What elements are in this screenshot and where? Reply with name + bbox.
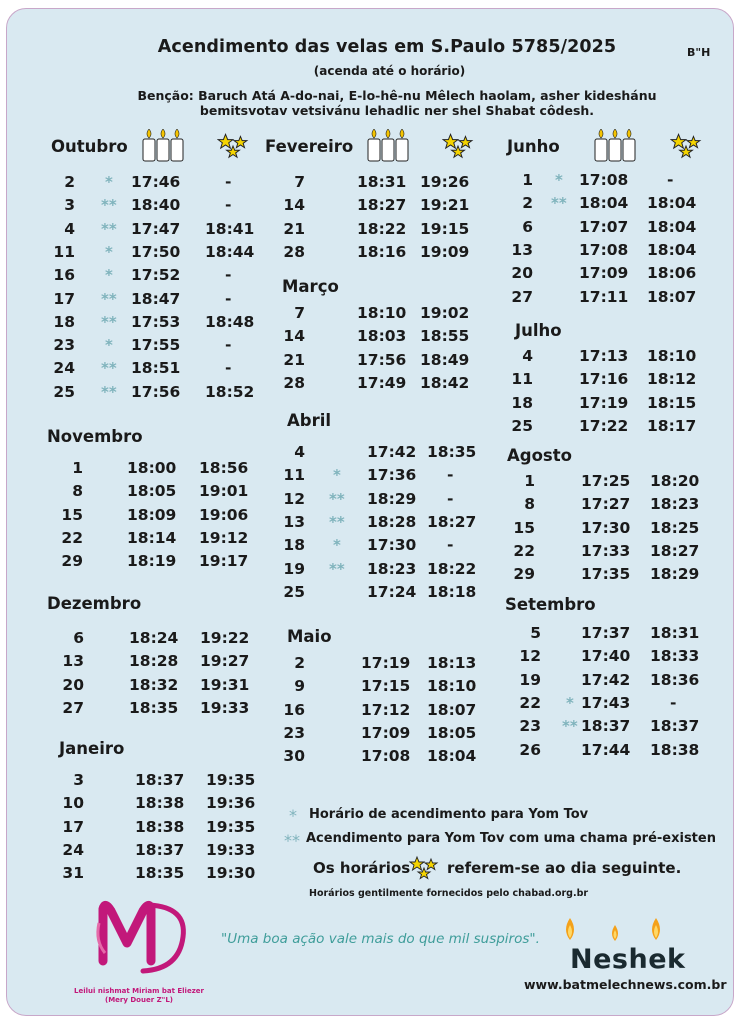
day-number: 29 <box>61 552 83 571</box>
month-heading: Dezembro <box>47 594 142 613</box>
day-number: 4 <box>64 219 75 238</box>
candle-lighting-time: 18:38 <box>135 817 185 836</box>
schedule-row <box>7 194 727 218</box>
day-number: 17 <box>62 817 84 836</box>
candle-lighting-time: 18:10 <box>357 304 407 322</box>
candle-lighting-time: 17:44 <box>581 740 631 759</box>
schedule-row <box>7 218 727 242</box>
schedule-row <box>7 818 727 842</box>
shabbat-end-time: 18:18 <box>427 582 477 601</box>
candle-lighting-time: 18:00 <box>127 459 177 477</box>
yom-tov-mark: ** <box>101 382 117 401</box>
day-number: 18 <box>511 393 533 412</box>
candle-lighting-time: 17:47 <box>131 219 181 238</box>
candle-lighting-time: 17:49 <box>357 373 407 392</box>
candle-lighting-time: 18:14 <box>127 528 177 547</box>
shabbat-end-time: 18:56 <box>199 459 249 477</box>
shabbat-end-time: 18:38 <box>650 740 700 759</box>
memorial-line-2: (Mery Douer Z"L) <box>105 996 173 1004</box>
candle-lighting-time: 18:29 <box>367 489 417 508</box>
shabbat-end-time: 18:44 <box>205 242 255 261</box>
day-number: 19 <box>283 559 305 578</box>
candle-lighting-time: 17:53 <box>131 312 181 331</box>
candle-lighting-time: 17:11 <box>579 287 629 306</box>
shabbat-candles-icon <box>367 129 411 163</box>
yom-tov-mark: * <box>333 466 341 485</box>
schedule-row <box>7 519 727 543</box>
schedule-row <box>7 741 727 765</box>
candle-lighting-time: 17:55 <box>131 336 181 355</box>
blessing-text <box>107 88 687 118</box>
month-heading: Junho <box>507 137 560 156</box>
yom-tov-mark: * <box>105 266 113 285</box>
day-number: 8 <box>72 482 83 501</box>
month-heading: Outubro <box>51 137 128 156</box>
candle-lighting-time: 18:19 <box>127 552 177 571</box>
candle-lighting-time: 18:03 <box>357 327 407 346</box>
shabbat-end-time: 19:35 <box>206 817 256 836</box>
havdalah-stars-icon <box>217 132 249 160</box>
candle-lighting-time: 18:28 <box>129 652 179 671</box>
shabbat-end-time: 18:10 <box>647 347 697 365</box>
schedule-row <box>7 495 727 519</box>
shabbat-end-time: 18:06 <box>647 264 697 283</box>
day-number: 3 <box>73 771 84 789</box>
yom-tov-mark: * <box>333 536 341 555</box>
flame-icon <box>652 918 660 940</box>
shabbat-end-time: 19:33 <box>206 840 256 859</box>
candle-lighting-time: 17:25 <box>581 472 631 490</box>
credit-text: Horários gentilmente fornecidos pelo chabad.org.br <box>309 888 589 899</box>
candle-lighting-time: 18:37 <box>135 840 185 859</box>
schedule-row <box>7 241 727 265</box>
candle-lighting-time: 17:16 <box>579 370 629 389</box>
shabbat-end-time: 19:36 <box>206 794 256 813</box>
legend-single-mark: * <box>289 806 297 825</box>
shabbat-end-time: 19:09 <box>420 242 470 261</box>
shabbat-end-time: - <box>225 289 232 308</box>
candle-lighting-time: 17:09 <box>579 264 629 283</box>
schedule-row <box>7 624 727 648</box>
shabbat-end-time: 18:04 <box>647 194 697 213</box>
shabbat-end-time: 18:25 <box>650 518 700 537</box>
yom-tov-mark: * <box>555 171 563 189</box>
day-number: 13 <box>283 512 305 531</box>
yom-tov-mark: ** <box>562 717 578 736</box>
candle-lighting-time: 17:15 <box>361 677 411 696</box>
month-heading: Fevereiro <box>265 137 354 156</box>
day-number: 15 <box>513 518 535 537</box>
shabbat-end-time: 19:21 <box>420 196 470 215</box>
month-heading: Setembro <box>505 595 596 614</box>
candle-lighting-time: 18:40 <box>131 196 181 215</box>
shabbat-end-time: 18:42 <box>420 373 470 392</box>
day-number: 27 <box>511 287 533 306</box>
shabbat-end-time: 18:27 <box>650 541 700 560</box>
day-number: 25 <box>53 382 75 401</box>
day-number: 7 <box>294 304 305 322</box>
day-number: 3 <box>64 196 75 215</box>
yom-tov-mark: ** <box>551 194 567 213</box>
website-link[interactable]: www.batmelechnews.com.br <box>524 977 727 992</box>
shabbat-end-time: 18:37 <box>650 717 700 736</box>
shabbat-end-time: 19:33 <box>200 698 250 717</box>
candle-lighting-time: 17:46 <box>131 173 181 191</box>
month-heading: Julho <box>515 321 562 340</box>
note-before: Os horários <box>313 859 411 877</box>
blessing-line-2: bemitsvotav vetsivánu lehadlic ner shel Shabat côdesh. <box>199 103 595 118</box>
yom-tov-mark: ** <box>101 312 117 331</box>
day-number: 13 <box>511 240 533 259</box>
day-number: 20 <box>62 675 84 694</box>
yom-tov-mark: ** <box>329 559 345 578</box>
shabbat-end-time: 19:17 <box>199 552 249 571</box>
day-number: 22 <box>513 541 535 560</box>
shabbat-end-time: 18:49 <box>420 350 470 369</box>
candle-lighting-time: 18:23 <box>367 559 417 578</box>
shabbat-end-time: 19:12 <box>199 528 249 547</box>
shabbat-end-time: 19:35 <box>206 771 256 789</box>
shabbat-end-time: - <box>225 196 232 215</box>
shabbat-end-time: 18:13 <box>427 654 477 672</box>
shabbat-end-time: 19:26 <box>420 173 470 191</box>
schedule-row <box>7 443 727 467</box>
schedule-row <box>7 864 727 888</box>
brand-name: Neshek <box>570 944 686 975</box>
day-number: 19 <box>519 670 541 689</box>
month-heading: Agosto <box>507 446 572 465</box>
candle-lighting-time: 17:27 <box>581 495 631 514</box>
day-number: 17 <box>53 289 75 308</box>
day-number: 2 <box>522 194 533 213</box>
shabbat-end-time: 18:04 <box>647 240 697 259</box>
day-number: 1 <box>72 459 83 477</box>
day-number: 15 <box>61 505 83 524</box>
schedule-row <box>7 694 727 718</box>
candle-lighting-time: 18:47 <box>131 289 181 308</box>
candle-lighting-time: 17:19 <box>361 654 411 672</box>
schedule-row <box>7 394 727 418</box>
day-number: 12 <box>283 489 305 508</box>
candle-lighting-time: 17:08 <box>579 240 629 259</box>
candle-lighting-time: 18:38 <box>135 794 185 813</box>
month-heading: Novembro <box>47 427 143 446</box>
shabbat-end-time: - <box>225 266 232 285</box>
schedule-row <box>7 671 727 695</box>
candle-lighting-time: 18:32 <box>129 675 179 694</box>
day-number: 14 <box>283 327 305 346</box>
month-heading: Março <box>282 277 339 296</box>
schedule-row <box>7 347 727 371</box>
shabbat-end-time: 19:27 <box>200 652 250 671</box>
shabbat-end-time: 19:31 <box>200 675 250 694</box>
candle-lighting-time: 17:56 <box>131 382 181 401</box>
yom-tov-mark: * <box>105 173 113 191</box>
yom-tov-mark: * <box>105 242 113 261</box>
candle-lighting-time: 17:56 <box>357 350 407 369</box>
day-number: 11 <box>53 242 75 261</box>
candle-lighting-time: 18:37 <box>135 771 185 789</box>
day-number: 26 <box>519 740 541 759</box>
day-number: 23 <box>53 336 75 355</box>
md-monogram-logo <box>91 891 191 981</box>
schedule-row <box>7 417 727 441</box>
yom-tov-mark: ** <box>101 196 117 215</box>
shabbat-end-time: 18:52 <box>205 382 255 401</box>
yom-tov-mark: ** <box>101 289 117 308</box>
candle-lighting-time: 17:08 <box>579 171 629 189</box>
shabbat-end-time: - <box>447 536 454 555</box>
candle-lighting-time: 17:37 <box>581 624 631 642</box>
schedule-row <box>7 288 727 312</box>
candle-lighting-time: 17:08 <box>361 747 411 766</box>
shabbat-end-time: - <box>225 336 232 355</box>
day-number: 7 <box>294 173 305 191</box>
day-number: 18 <box>53 312 75 331</box>
shabbat-end-time: 18:12 <box>647 370 697 389</box>
blessing-line-1: Benção: Baruch Atá A-do-nai, E-lo-hê-nu Mêlech haolam, asher kideshánu <box>137 88 657 103</box>
flame-icon <box>612 925 618 941</box>
candle-lighting-time: 17:33 <box>581 541 631 560</box>
schedule-row <box>7 717 727 741</box>
candle-lighting-time: 17:35 <box>581 565 631 584</box>
shabbat-end-time: 18:23 <box>650 495 700 514</box>
yom-tov-mark: ** <box>101 359 117 378</box>
schedule-row <box>7 542 727 566</box>
candle-lighting-time: 18:05 <box>127 482 177 501</box>
shabbat-end-time: 18:41 <box>205 219 255 238</box>
shabbat-end-time: - <box>225 173 232 191</box>
candle-lighting-time: 17:22 <box>579 416 629 435</box>
day-number: 11 <box>283 466 305 485</box>
havdalah-stars-icon <box>442 132 474 160</box>
shabbat-end-time: 18:15 <box>647 393 697 412</box>
candle-lighting-time: 18:35 <box>135 864 185 883</box>
shabbat-end-time: 18:29 <box>650 565 700 584</box>
day-number: 21 <box>283 219 305 238</box>
day-number: 16 <box>53 266 75 285</box>
shabbat-end-time: - <box>670 693 677 712</box>
schedule-row <box>7 647 727 671</box>
month-heading: Abril <box>287 411 332 430</box>
day-number: 22 <box>519 693 541 712</box>
shabbat-end-time: - <box>667 171 674 189</box>
shabbat-end-time: 18:07 <box>427 700 477 719</box>
shabbat-end-time: 18:17 <box>647 416 697 435</box>
shabbat-end-time: 19:15 <box>420 219 470 238</box>
day-number: 14 <box>283 196 305 215</box>
day-number: 6 <box>73 629 84 647</box>
day-number: 23 <box>519 717 541 736</box>
candle-lighting-time: 18:27 <box>357 196 407 215</box>
memorial-line-1: Leilui nishmat Miriam bat Eliezer <box>74 987 204 995</box>
shabbat-end-time: - <box>447 489 454 508</box>
day-number: 25 <box>511 416 533 435</box>
bh-label: B"H <box>687 46 711 59</box>
shabbat-end-time: 18:05 <box>427 723 477 742</box>
candle-lighting-time: 17:12 <box>361 700 411 719</box>
candle-lighting-time: 18:22 <box>357 219 407 238</box>
day-number: 22 <box>61 528 83 547</box>
day-number: 27 <box>62 698 84 717</box>
schedule-row <box>7 794 727 818</box>
day-number: 11 <box>511 370 533 389</box>
shabbat-end-time: 18:36 <box>650 670 700 689</box>
candle-lighting-time: 17:13 <box>579 347 629 365</box>
candle-lighting-time: 18:31 <box>357 173 407 191</box>
candle-lighting-time: 17:42 <box>581 670 631 689</box>
day-number: 13 <box>62 652 84 671</box>
yom-tov-mark: * <box>105 336 113 355</box>
shabbat-end-time: 19:01 <box>199 482 249 501</box>
legend-single-text: Horário de acendimento para Yom Tov <box>309 807 589 822</box>
shabbat-end-time: 18:04 <box>647 217 697 236</box>
neshek-flames <box>560 914 670 944</box>
shabbat-end-time: - <box>225 359 232 378</box>
schedule-row <box>7 841 727 865</box>
day-number: 1 <box>524 472 535 490</box>
day-number: 9 <box>294 677 305 696</box>
schedule-card <box>6 8 734 1016</box>
candle-lighting-time: 17:24 <box>367 582 417 601</box>
shabbat-end-time: 18:35 <box>427 443 477 461</box>
shabbat-end-time: 19:02 <box>420 304 470 322</box>
candle-lighting-time: 18:09 <box>127 505 177 524</box>
day-number: 29 <box>513 565 535 584</box>
candle-lighting-time: 18:16 <box>357 242 407 261</box>
shabbat-end-time: 18:22 <box>427 559 477 578</box>
day-number: 2 <box>64 173 75 191</box>
candle-lighting-time: 17:30 <box>367 536 417 555</box>
month-heading: Maio <box>287 627 332 646</box>
candle-lighting-time: 17:09 <box>361 723 411 742</box>
candle-lighting-time: 18:51 <box>131 359 181 378</box>
page-subtitle: (acenda até o horário) <box>313 64 466 78</box>
day-number: 8 <box>524 495 535 514</box>
shabbat-end-time: 19:06 <box>199 505 249 524</box>
day-number: 10 <box>62 794 84 813</box>
quote-text: "Uma boa ação vale mais do que mil suspiros". <box>221 931 540 947</box>
day-number: 30 <box>283 747 305 766</box>
yom-tov-mark: ** <box>329 489 345 508</box>
day-number: 16 <box>283 700 305 719</box>
day-number: 25 <box>283 582 305 601</box>
schedule-row <box>7 171 727 195</box>
day-number: 28 <box>283 242 305 261</box>
day-number: 4 <box>522 347 533 365</box>
shabbat-end-time: 18:10 <box>427 677 477 696</box>
candle-lighting-time: 17:07 <box>579 217 629 236</box>
note-after: referem-se ao dia seguinte. <box>447 859 682 877</box>
candle-lighting-time: 17:30 <box>581 518 631 537</box>
yom-tov-mark: * <box>566 693 574 712</box>
candle-lighting-time: 17:36 <box>367 466 417 485</box>
day-number: 24 <box>53 359 75 378</box>
candle-lighting-time: 17:19 <box>579 393 629 412</box>
candle-lighting-time: 18:35 <box>129 698 179 717</box>
page-title: Acendimento das velas em S.Paulo 5785/2025 <box>157 37 617 57</box>
month-heading: Janeiro <box>59 739 125 758</box>
candle-lighting-time: 17:42 <box>367 443 417 461</box>
day-number: 6 <box>522 217 533 236</box>
day-number: 18 <box>283 536 305 555</box>
day-number: 4 <box>294 443 305 461</box>
shabbat-end-time: 18:55 <box>420 327 470 346</box>
day-number: 5 <box>530 624 541 642</box>
schedule-row <box>7 771 727 795</box>
candle-lighting-time: 17:50 <box>131 242 181 261</box>
shabbat-end-time: 18:48 <box>205 312 255 331</box>
schedule-row <box>7 264 727 288</box>
day-number: 21 <box>283 350 305 369</box>
shabbat-end-time: 18:04 <box>427 747 477 766</box>
candle-lighting-time: 18:24 <box>129 629 179 647</box>
shabbat-end-time: - <box>447 466 454 485</box>
shabbat-end-time: 18:20 <box>650 472 700 490</box>
day-number: 1 <box>522 171 533 189</box>
day-number: 24 <box>62 840 84 859</box>
legend-double-text: Acendimento para Yom Tov com uma chama pré-existen <box>306 831 716 846</box>
schedule-row <box>7 472 727 496</box>
day-number: 20 <box>511 264 533 283</box>
shabbat-end-time: 19:30 <box>206 864 256 883</box>
flame-icon <box>566 918 574 940</box>
havdalah-stars-icon <box>670 132 702 160</box>
shabbat-candles-icon <box>142 129 186 163</box>
candle-lighting-time: 17:40 <box>581 647 631 666</box>
schedule-row <box>7 565 727 589</box>
shabbat-candles-icon <box>594 129 638 163</box>
day-number: 2 <box>294 654 305 672</box>
legend-double-mark: ** <box>284 831 300 850</box>
candle-lighting-time: 18:28 <box>367 512 417 531</box>
shabbat-end-time: 18:33 <box>650 647 700 666</box>
candle-lighting-time: 17:52 <box>131 266 181 285</box>
shabbat-end-time: 18:27 <box>427 512 477 531</box>
candle-lighting-time: 18:37 <box>581 717 631 736</box>
shabbat-end-time: 18:31 <box>650 624 700 642</box>
shabbat-end-time: 18:07 <box>647 287 697 306</box>
yom-tov-mark: ** <box>101 219 117 238</box>
day-number: 31 <box>62 864 84 883</box>
yom-tov-mark: ** <box>329 512 345 531</box>
schedule-row <box>7 370 727 394</box>
candle-lighting-time: 18:04 <box>579 194 629 213</box>
day-number: 23 <box>283 723 305 742</box>
candle-lighting-time: 17:43 <box>581 693 631 712</box>
day-number: 28 <box>283 373 305 392</box>
shabbat-end-time: 19:22 <box>200 629 250 647</box>
day-number: 12 <box>519 647 541 666</box>
